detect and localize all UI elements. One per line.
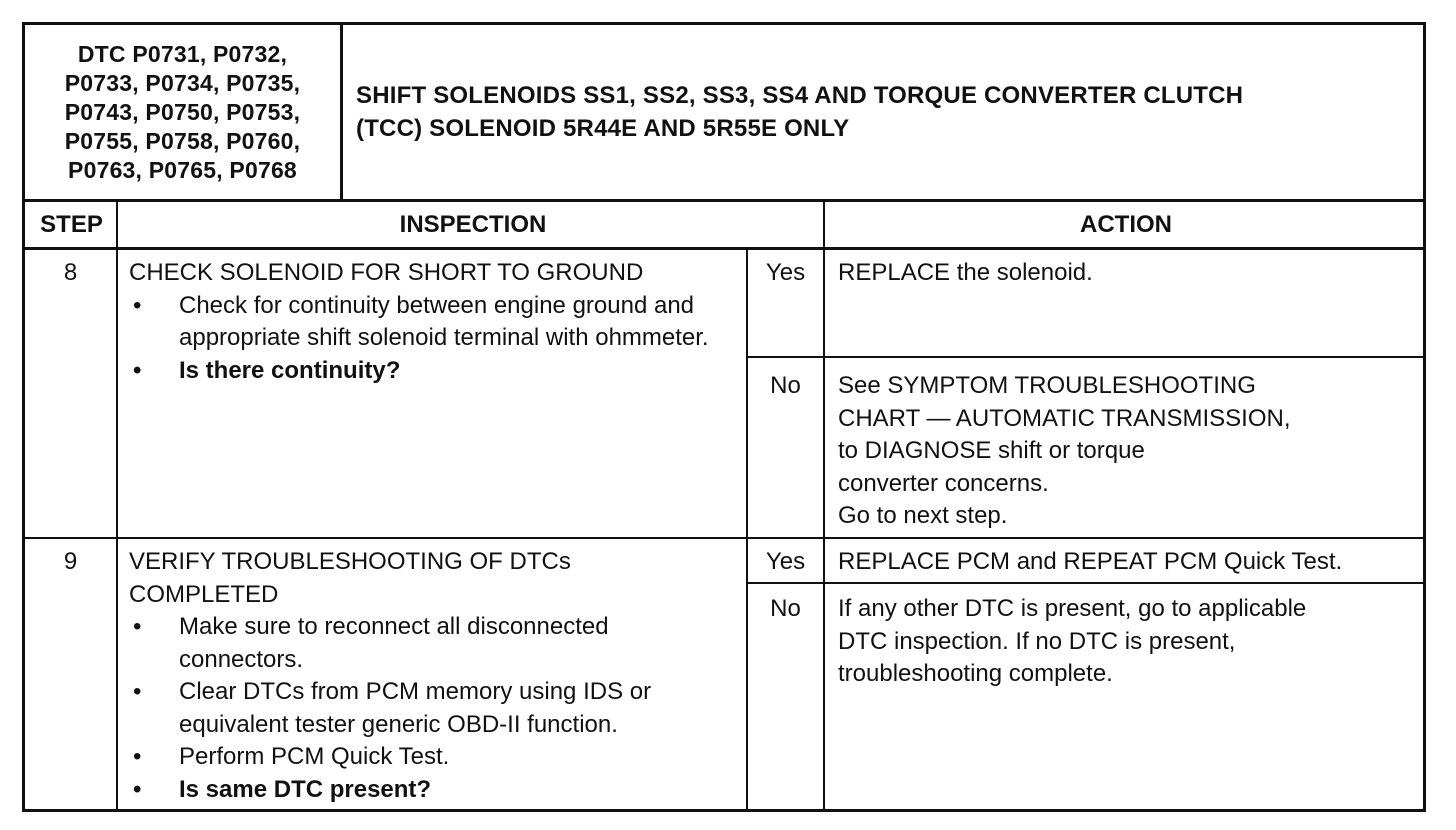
no-action-line: converter concerns. [838, 469, 1049, 497]
no-action-line: DTC inspection. If no DTC is present, [838, 627, 1236, 655]
dtc-code-line: P0733, P0734, P0735, [64, 69, 301, 96]
inspection-bullets [129, 290, 735, 388]
inspection-bullet: • Check for continuity between engine ground and appropriate shift solenoid terminal with ohmmeter. [129, 290, 735, 355]
dtc-code-line: P0755, P0758, P0760, [64, 127, 301, 154]
step-inspection [129, 546, 735, 806]
step8-yes-no-divider [746, 356, 1426, 358]
step-number: 8 [63, 259, 78, 286]
dtc-code-line: DTC P0731, P0732, [77, 40, 288, 67]
no-action-line: CHART — AUTOMATIC TRANSMISSION, [838, 404, 1291, 432]
action-column-header: ACTION [1080, 210, 1172, 238]
step-number: 9 [63, 548, 78, 575]
step-heading: CHECK SOLENOID FOR SHORT TO GROUND [129, 259, 644, 286]
action-column-divider [823, 202, 825, 812]
yes-label: Yes [765, 548, 806, 575]
step9-yes-no-divider [746, 582, 1426, 584]
inspection-column-header: INSPECTION [399, 210, 547, 238]
inspection-bullet: • Clear DTCs from PCM memory using IDS or equivalent tester generic OBD-II function. [129, 676, 735, 741]
inspection-question: • Is there continuity? [129, 355, 735, 388]
dtc-troubleshooting-table [22, 22, 1426, 812]
dtc-code-cell [25, 25, 343, 199]
no-action-line: Go to next step. [838, 502, 1008, 529]
no-action-line: troubleshooting complete. [838, 660, 1113, 687]
dtc-code-line: P0743, P0750, P0753, [64, 98, 301, 125]
column-header-row [25, 202, 1423, 250]
inspection-question: • Is same DTC present? [129, 774, 735, 807]
dtc-code-line: P0763, P0765, P0768 [68, 156, 297, 183]
no-action [838, 370, 1418, 533]
step-inspection [129, 257, 735, 387]
procedure-title-line: SHIFT SOLENOIDS SS1, SS2, SS3, SS4 AND TORQUE CONVERTER CLUTCH [356, 82, 1244, 109]
no-label: No [770, 372, 801, 399]
inspection-bullets [129, 611, 735, 806]
step-heading-line: COMPLETED [129, 580, 279, 608]
inspection-bullet: • Perform PCM Quick Test. [129, 741, 735, 774]
yes-label: Yes [765, 259, 806, 286]
no-action-line: See SYMPTOM TROUBLESHOOTING [838, 372, 1256, 399]
yes-action: REPLACE PCM and REPEAT PCM Quick Test. [838, 548, 1343, 575]
step-column-divider [116, 202, 118, 812]
procedure-title-line: (TCC) SOLENOID 5R44E AND 5R55E ONLY [356, 115, 850, 142]
yes-no-column-divider [746, 250, 748, 812]
yes-action: REPLACE the solenoid. [838, 259, 1093, 286]
step-column-header: STEP [40, 210, 103, 238]
no-action-line: to DIAGNOSE shift or torque [838, 437, 1145, 464]
table-header [25, 25, 1423, 202]
no-action [838, 593, 1418, 691]
no-action-line: If any other DTC is present, go to applicable [838, 595, 1307, 622]
inspection-bullet: • Make sure to reconnect all disconnected connectors. [129, 611, 735, 676]
step-row-divider [25, 537, 1426, 539]
procedure-title [356, 25, 1413, 199]
step-heading-line: VERIFY TROUBLESHOOTING OF DTCs [129, 548, 571, 575]
no-label: No [770, 595, 801, 622]
